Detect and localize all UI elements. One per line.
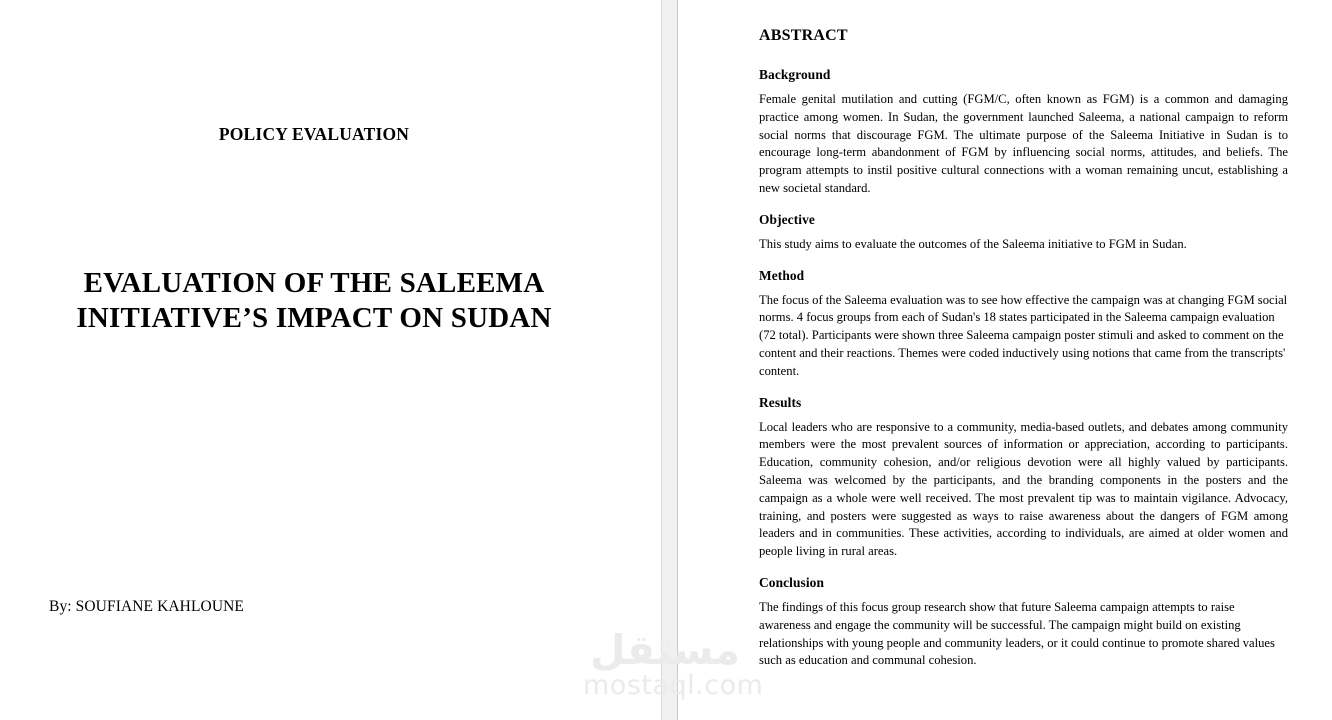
page-title [0, 266, 628, 336]
watermark-arabic-text: مستقل [590, 626, 740, 674]
abstract-page-content [759, 26, 1288, 683]
abstract-section-heading: Conclusion [759, 574, 824, 590]
page-title-line-2: INITIATIVE’S IMPACT ON SUDAN [76, 302, 552, 334]
cover-page-content [0, 0, 661, 720]
cover-page [0, 0, 661, 720]
author-byline: By: SOUFIANE KAHLOUNE [49, 598, 244, 615]
abstract-section [759, 394, 1288, 561]
abstract-section-heading: Objective [759, 211, 815, 227]
abstract-section-list [759, 66, 1288, 670]
abstract-section-body: Local leaders who are responsive to a community, media-based outlets, and debates among community members were the most prevalent sources of information or appreciation, according to participants. Education, community cohesion, and/or religious devotion were all highly valued by participants. Saleema was welcomed by the participants, and the branding components in the posters and the campaign as a whole were well received. The most prevalent tip was to maintain vigilance. Advocacy, training, and posters were suggested as ways to raise awareness about the dangers of FGM among leaders and in communities. These activities, according to individuals, are aimed at older women and people living in rural areas. [759, 419, 1288, 559]
page-title-line-1: EVALUATION OF THE SALEEMA [83, 267, 545, 299]
abstract-section [759, 267, 1288, 381]
watermark-domain-text: mostaql.com [583, 670, 764, 701]
cover-kicker: POLICY EVALUATION [218, 124, 410, 144]
abstract-section [759, 211, 1288, 254]
abstract-section [759, 66, 1288, 198]
abstract-heading: ABSTRACT [759, 27, 848, 44]
abstract-section [759, 574, 1288, 670]
abstract-section-heading: Results [759, 394, 802, 410]
abstract-section-body: The findings of this focus group research show that future Saleema campaign attempts to raise awareness and engage the community will be successful. The campaign might build on existing relationships with young people and community leaders, or it could continue to promote shared values such as education and communal cohesion. [759, 599, 1275, 668]
abstract-page [678, 0, 1332, 720]
abstract-section-heading: Method [759, 267, 805, 283]
abstract-section-body: This study aims to evaluate the outcomes of the Saleema initiative to FGM in Sudan. [759, 236, 1187, 251]
abstract-section-body: Female genital mutilation and cutting (FGM/C, often known as FGM) is a common and damaging practice among women. In Sudan, the government launched Saleema, a national campaign to reform social norms that discourage FGM. The ultimate purpose of the Saleema Initiative in Sudan is to encourage long-term abandonment of FGM by influencing social norms, attitudes, and beliefs. The program attempts to instil positive cultural connections with a woman remaining uncut, establishing a new societal standard. [759, 92, 1288, 195]
abstract-section-body: The focus of the Saleema evaluation was to see how effective the campaign was at changing FGM social norms. 4 focus groups from each of Sudan's 18 states participated in the Saleema campaign evaluation (72 total). Participants were shown three Saleema campaign poster stimuli and asked to comment on the content and their reactions. Themes were coded inductively using notions that came from the transcripts' content. [759, 292, 1288, 378]
abstract-section-heading: Background [759, 67, 831, 82]
page-gutter-divider [661, 0, 678, 720]
